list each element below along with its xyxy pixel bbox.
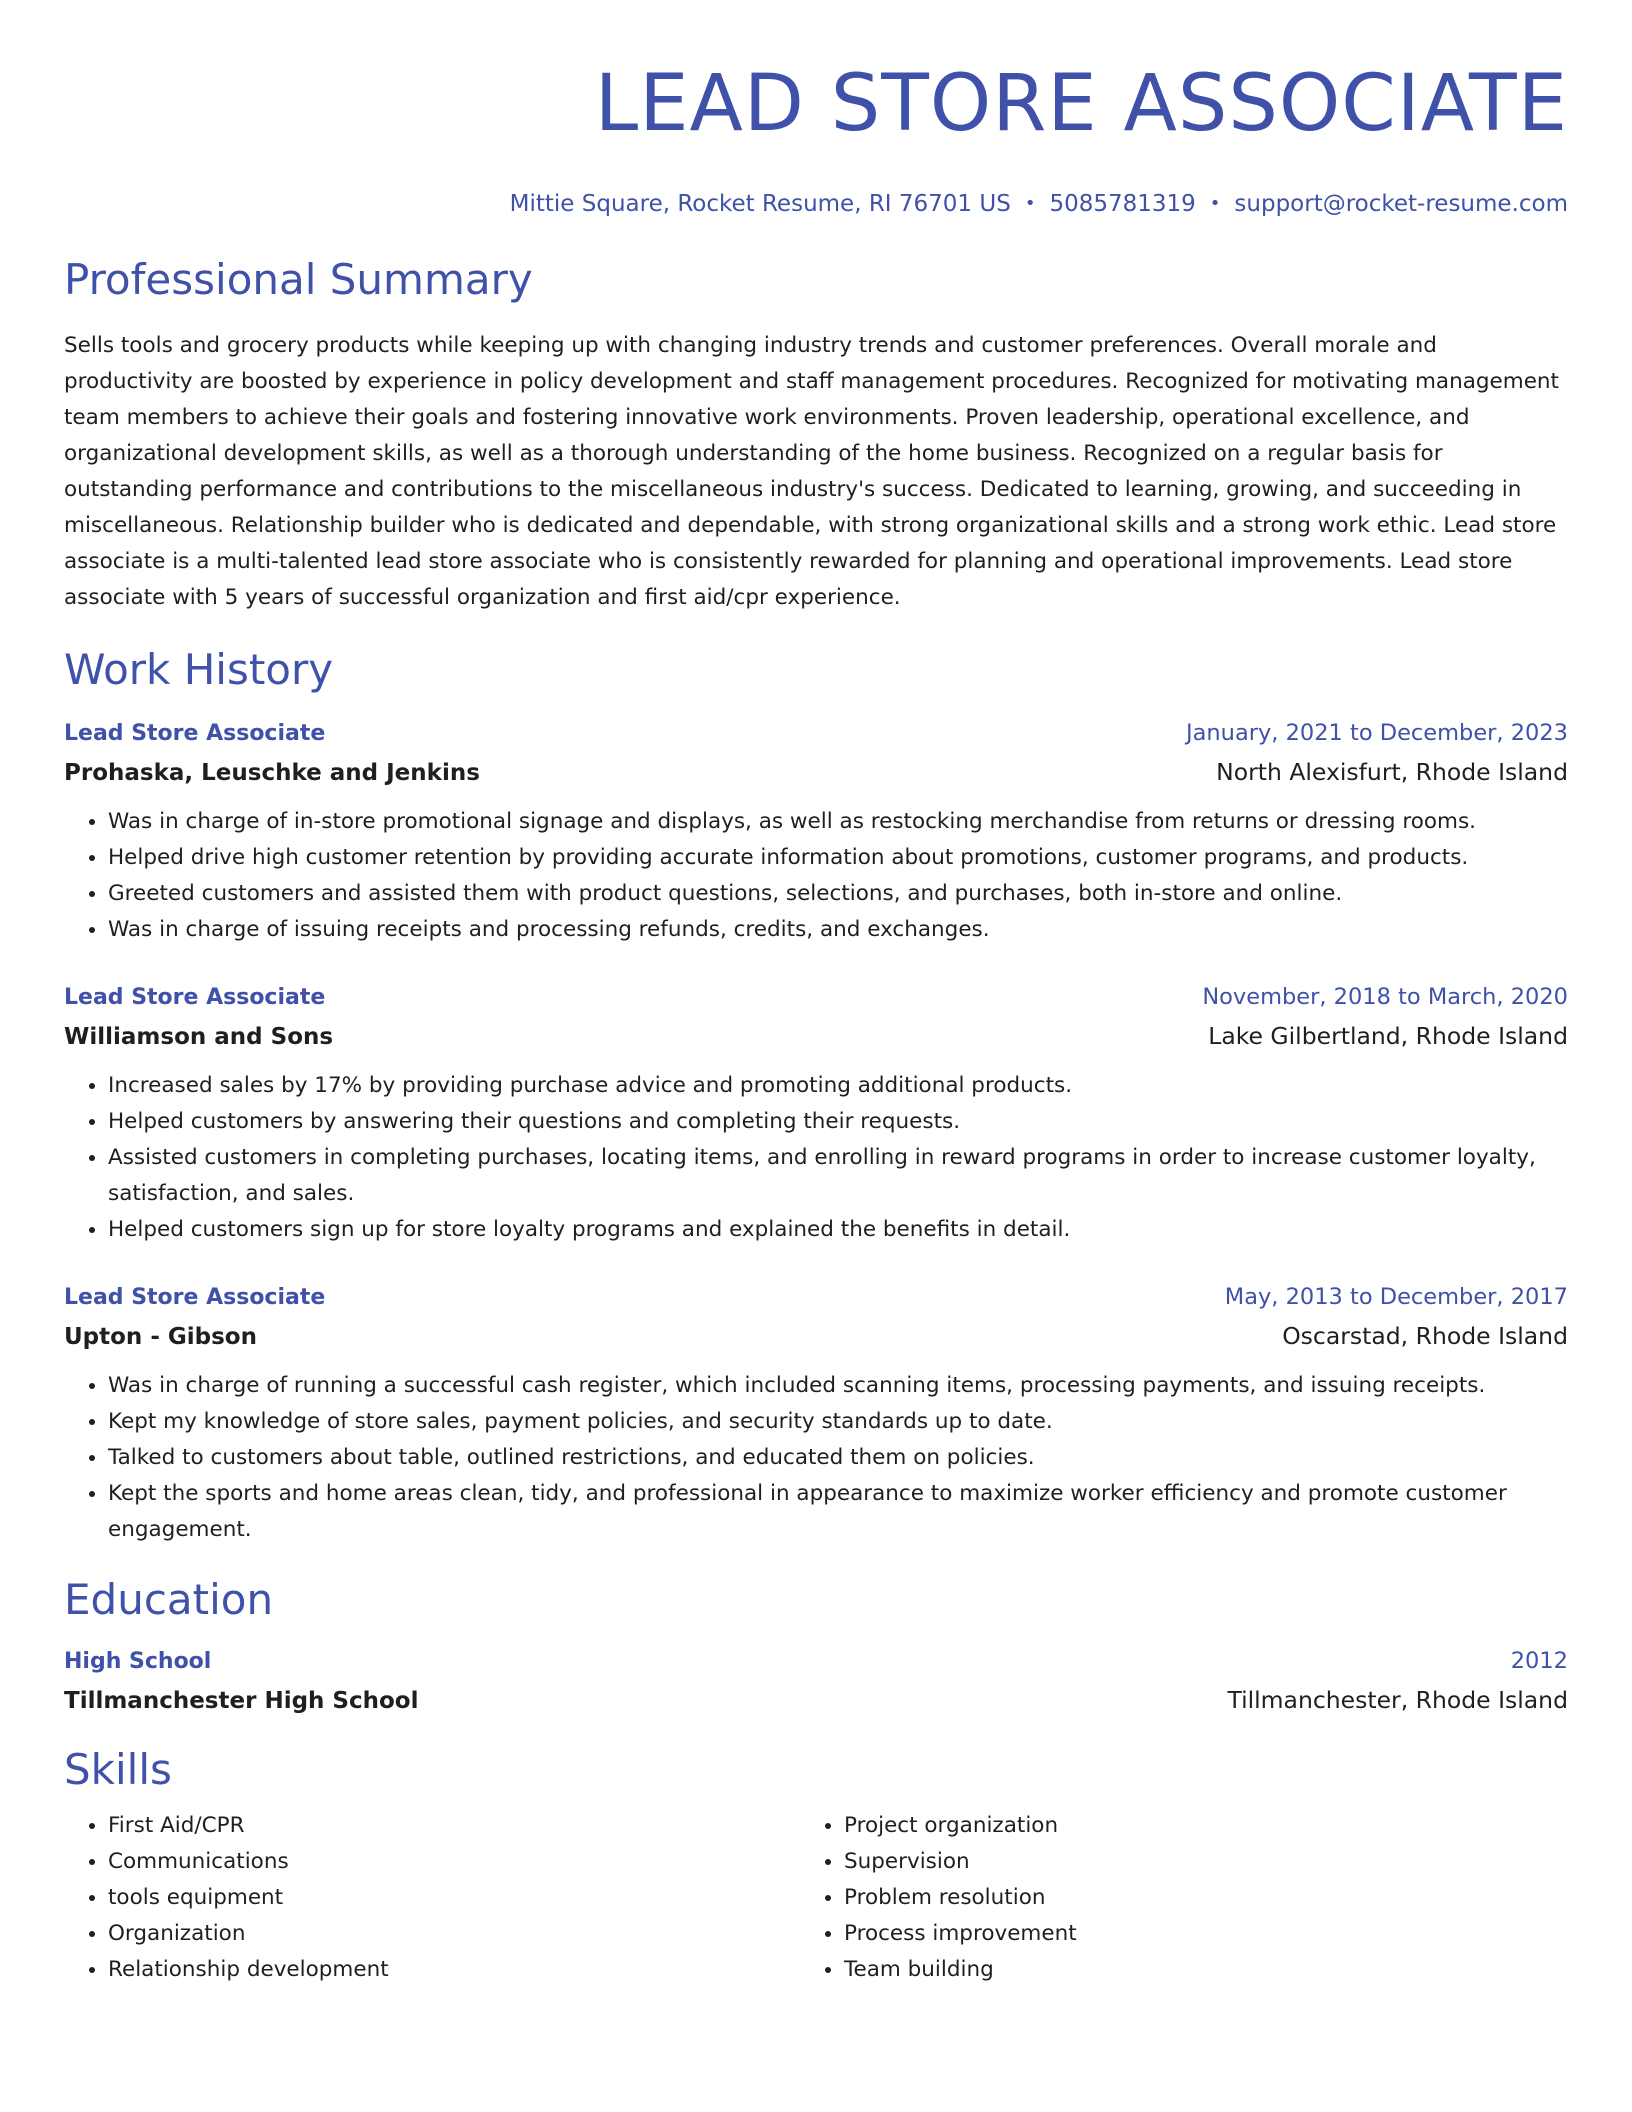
job-title-row bbox=[64, 1278, 1568, 1317]
job-bullet: • Was in charge of issuing receipts and processing refunds, credits, and exchanges. bbox=[108, 912, 1568, 948]
job-title: Lead Store Associate bbox=[64, 985, 326, 1010]
contact-line bbox=[64, 188, 1568, 220]
job-dates: January, 2021 to December, 2023 bbox=[1186, 720, 1568, 746]
skill-item: • Communications bbox=[108, 1844, 800, 1880]
skill-item: • Organization bbox=[108, 1916, 800, 1952]
job-company: Williamson and Sons bbox=[64, 1024, 334, 1050]
skills-list-left bbox=[64, 1808, 800, 1988]
job-entry bbox=[64, 1278, 1568, 1548]
contact-address: Mittie Square, Rocket Resume, RI 76701 US bbox=[509, 191, 1011, 217]
job-title: Lead Store Associate bbox=[64, 1285, 326, 1310]
candidate-name: LEAD STORE ASSOCIATE bbox=[594, 59, 1568, 149]
contact-separator: • bbox=[1209, 193, 1221, 214]
skill-item: • Process improvement bbox=[844, 1916, 1536, 1952]
skill-item: • Project organization bbox=[844, 1808, 1536, 1844]
skill-item: • Team building bbox=[844, 1952, 1536, 1988]
education-entry bbox=[64, 1642, 1568, 1720]
resume-header bbox=[64, 56, 1568, 220]
job-bullet: • Kept my knowledge of store sales, payment policies, and security standards up to date. bbox=[108, 1404, 1568, 1440]
skills-section bbox=[64, 1744, 1568, 1988]
job-bullet: • Greeted customers and assisted them with product questions, selections, and purchases, both in-store and online. bbox=[108, 876, 1568, 912]
job-bullets bbox=[64, 804, 1568, 948]
skill-item: • tools equipment bbox=[108, 1880, 800, 1916]
skills-heading: Skills bbox=[64, 1745, 172, 1794]
job-bullet: • Increased sales by 17% by providing purchase advice and promoting additional products. bbox=[108, 1068, 1568, 1104]
job-bullet: • Talked to customers about table, outlined restrictions, and educated them on policies. bbox=[108, 1440, 1568, 1476]
education-degree: High School bbox=[64, 1649, 212, 1674]
education-school-row bbox=[64, 1681, 1568, 1720]
education-heading: Education bbox=[64, 1575, 274, 1624]
job-dates: November, 2018 to March, 2020 bbox=[1202, 984, 1568, 1010]
skill-item: • First Aid/CPR bbox=[108, 1808, 800, 1844]
education-year: 2012 bbox=[1510, 1648, 1568, 1674]
skills-columns bbox=[64, 1808, 1568, 1988]
job-location: Lake Gilbertland, Rhode Island bbox=[1208, 1022, 1568, 1050]
job-bullet: • Helped drive high customer retention by providing accurate information about promotions, customer programs, and products. bbox=[108, 840, 1568, 876]
work-history-section bbox=[64, 644, 1568, 1548]
summary-section bbox=[64, 254, 1568, 616]
work-history-heading: Work History bbox=[64, 645, 334, 694]
job-bullets bbox=[64, 1368, 1568, 1548]
contact-email: support@rocket-resume.com bbox=[1234, 191, 1568, 217]
job-company-row bbox=[64, 1317, 1568, 1356]
job-title-row bbox=[64, 714, 1568, 753]
job-entry bbox=[64, 978, 1568, 1248]
summary-heading: Professional Summary bbox=[64, 255, 533, 304]
education-section bbox=[64, 1574, 1568, 1720]
job-bullet: • Was in charge of running a successful cash register, which included scanning items, processing payments, and issuing receipts. bbox=[108, 1368, 1568, 1404]
job-company: Prohaska, Leuschke and Jenkins bbox=[64, 760, 480, 786]
education-degree-row bbox=[64, 1642, 1568, 1681]
job-bullet: • Kept the sports and home areas clean, tidy, and professional in appearance to maximize worker efficiency and promote customer engagement. bbox=[108, 1476, 1568, 1548]
job-title-row bbox=[64, 978, 1568, 1017]
job-dates: May, 2013 to December, 2017 bbox=[1224, 1284, 1568, 1310]
job-bullets bbox=[64, 1068, 1568, 1248]
job-bullet: • Was in charge of in-store promotional signage and displays, as well as restocking merchandise from returns or dressing rooms. bbox=[108, 804, 1568, 840]
education-location: Tillmanchester, Rhode Island bbox=[1227, 1686, 1568, 1714]
skill-item: • Problem resolution bbox=[844, 1880, 1536, 1916]
job-company-row bbox=[64, 1017, 1568, 1056]
education-school: Tillmanchester High School bbox=[64, 1688, 419, 1714]
skills-list-right bbox=[800, 1808, 1536, 1988]
job-location: Oscarstad, Rhode Island bbox=[1282, 1322, 1568, 1350]
contact-separator: • bbox=[1024, 193, 1036, 214]
summary-text: Sells tools and grocery products while keeping up with changing industry trends and customer preferences. Overall morale and productivity are boosted by experience in policy development and staff management procedures. Recognized for motivating management team members to achieve their goals and fostering innovative work environments. Proven leadership, operational excellence, and organizational development skills, as well as a thorough understanding of the home business. Recognized on a regular basis for outstanding performance and contributions to the miscellaneous industry's success. Dedicated to learning, growing, and succeeding in miscellaneous. Relationship builder who is dedicated and dependable, with strong organizational skills and a strong work ethic. Lead store associate is a multi-talented lead store associate who is consistently rewarded for planning and operational improvements. Lead store associate with 5 years of successful organization and first aid/cpr experience. bbox=[64, 333, 1559, 610]
job-title: Lead Store Associate bbox=[64, 721, 326, 746]
job-bullet: • Assisted customers in completing purchases, locating items, and enrolling in reward programs in order to increase customer loyalty, satisfaction, and sales. bbox=[108, 1140, 1568, 1212]
job-company: Upton - Gibson bbox=[64, 1324, 257, 1350]
skill-item: • Relationship development bbox=[108, 1952, 800, 1988]
job-location: North Alexisfurt, Rhode Island bbox=[1216, 758, 1568, 786]
job-entry bbox=[64, 714, 1568, 948]
job-bullet: • Helped customers sign up for store loyalty programs and explained the benefits in detail. bbox=[108, 1212, 1568, 1248]
skill-item: • Supervision bbox=[844, 1844, 1536, 1880]
contact-phone: 5085781319 bbox=[1049, 191, 1196, 217]
job-bullet: • Helped customers by answering their questions and completing their requests. bbox=[108, 1104, 1568, 1140]
job-company-row bbox=[64, 753, 1568, 792]
